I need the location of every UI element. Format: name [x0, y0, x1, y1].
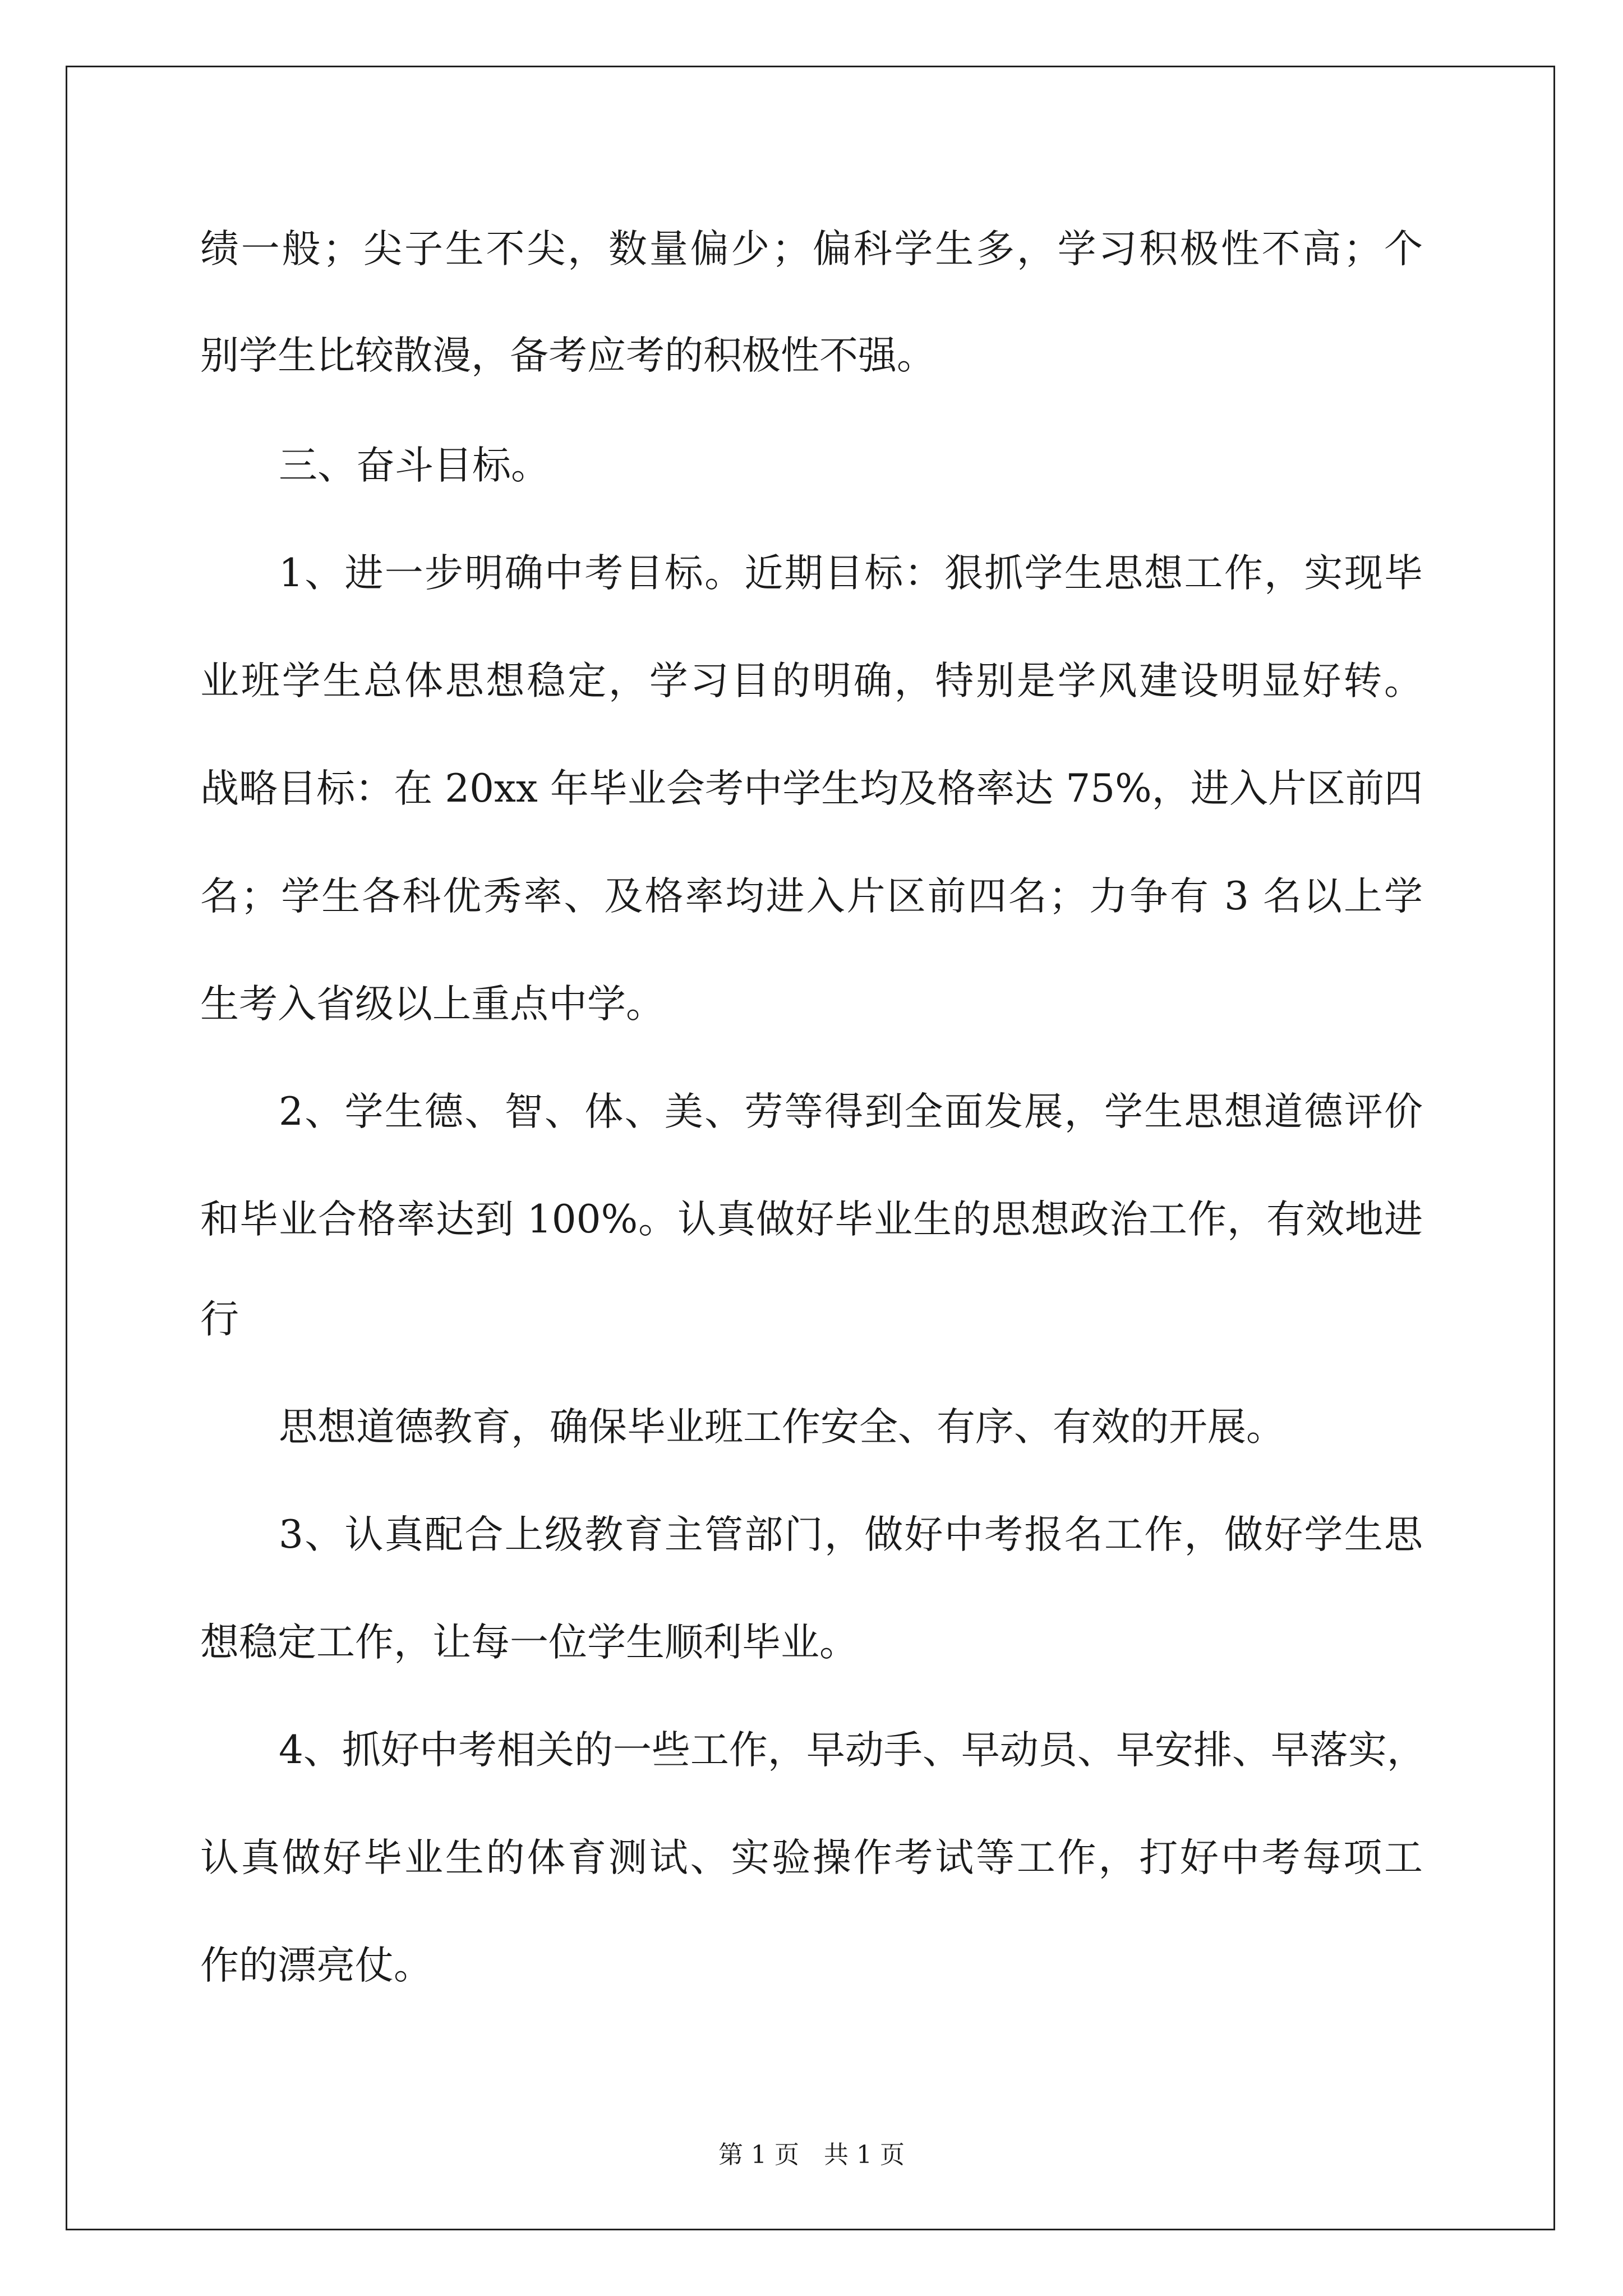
text-line-11: 行 — [200, 1297, 239, 1342]
text-line-16: 认真做好毕业生的体育测试、实验操作考试等工作，打好中考每项工 — [200, 1835, 1423, 1880]
text-line-13: 3、认真配合上级教育主管部门，做好中考报名工作，做好学生思 — [279, 1512, 1423, 1557]
text-line-9: 2、学生德、智、体、美、劳等得到全面发展，学生思想道德评价 — [279, 1089, 1423, 1134]
text-line-4: 1、进一步明确中考目标。近期目标：狠抓学生思想工作，实现毕 — [279, 551, 1423, 596]
text-line-1: 绩一般；尖子生不尖，数量偏少；偏科学生多，学习积极性不高；个 — [200, 227, 1423, 272]
text-line-7: 名；学生各科优秀率、及格率均进入片区前四名；力争有 3 名以上学 — [200, 874, 1423, 919]
text-line-2: 别学生比较散漫，备考应考的积极性不强。 — [200, 333, 935, 378]
text-line-12: 思想道德教育，确保毕业班工作安全、有序、有效的开展。 — [279, 1405, 1285, 1450]
text-line-8: 生考入省级以上重点中学。 — [200, 982, 665, 1027]
text-line-5: 业班学生总体思想稳定，学习目的明确，特别是学风建设明显好转。 — [200, 659, 1423, 703]
page-number: 第 1 页 共 1 页 — [718, 2141, 905, 2169]
text-line-15: 4、抓好中考相关的一些工作，早动手、早动员、早安排、早落实， — [279, 1728, 1426, 1773]
page-border — [66, 66, 1555, 2230]
text-line-17: 作的漂亮仗。 — [200, 1943, 432, 1988]
section-heading: 三、奋斗目标。 — [279, 443, 550, 488]
text-line-10: 和毕业合格率达到 100%。认真做好毕业生的思想政治工作，有效地进 — [200, 1197, 1423, 1242]
text-line-6: 战略目标：在 20xx 年毕业会考中学生均及格率达 75%，进入片区前四 — [200, 766, 1423, 811]
text-line-14: 想稳定工作，让每一位学生顺利毕业。 — [200, 1620, 858, 1665]
